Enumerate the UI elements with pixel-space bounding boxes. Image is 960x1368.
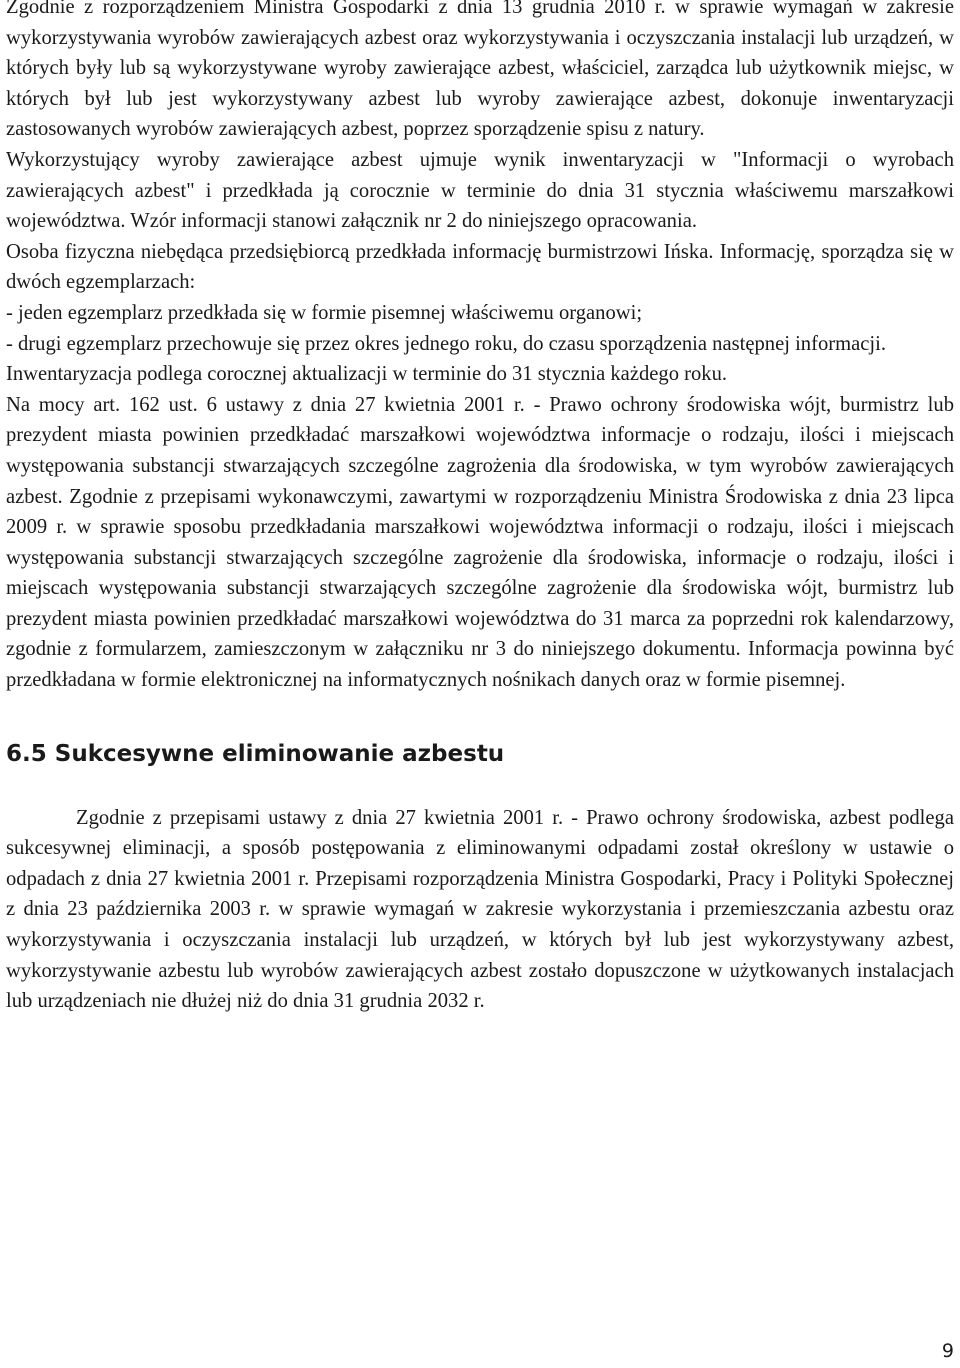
document-page	[6, 0, 954, 1017]
paragraph-regulation-inventory: Zgodnie z rozporządzeniem Ministra Gospodarki z dnia 13 grudnia 2010 r. w sprawie wymagań w zakresie wykorzystywania wyrobów zawierających azbest oraz wykorzystywania i oczyszczania instalacji lub urządzeń, w których były lub są wykorzystywane wyroby zawierające azbest, właściciel, zarządca lub użytkownik miejsc, w których był lub jest wykorzystywany azbest lub wyroby zawierające azbest, dokonuje inwentaryzacji zastosowanych wyrobów zawierających azbest, poprzez sporządzenie spisu z natury.	[6, 0, 954, 141]
paragraph-annual-update: Inwentaryzacja podlega corocznej aktualizacji w terminie do 31 stycznia każdego roku.	[6, 363, 728, 386]
section-heading: 6.5 Sukcesywne eliminowanie azbestu	[6, 740, 505, 767]
paragraph-mayor-obligation: Na mocy art. 162 ust. 6 ustawy z dnia 27 kwietnia 2001 r. - Prawo ochrony środowiska wójt, burmistrz lub prezydent miasta powinien przedkładać marszałkowi województwa informacje o rodzaju, ilości i miejscach występowania substancji stwarzających szczególne zagrożenia dla środowiska, w tym wyrobów zawierających azbest. Zgodnie z przepisami wykonawczymi, zawartymi w rozporządzeniu Ministra Środowiska z dnia 23 lipca 2009 r. w sprawie sposobu przedkładania marszałkowi województwa informacji o rodzaju, ilości i miejscach występowania substancji stwarzających szczególne zagrożenie dla środowiska, informacje o rodzaju, ilości i miejscach występowania substancji stwarzających szczególne zagrożenie dla środowiska wójt, burmistrz lub prezydent miasta powinien przedkładać marszałkowi województwa do 31 marca za poprzedni rok kalendarzowy, zgodnie z formularzem, zamieszczonym w załączniku nr 3 do niniejszego dokumentu. Informacja powinna być przedkładana w formie elektronicznej na informatycznych nośnikach danych oraz w formie pisemnej.	[6, 393, 954, 692]
page-number: 9	[941, 1340, 954, 1362]
list-item-first-copy: - jeden egzemplarz przedkłada się w formie pisemnej właściwemu organowi;	[6, 301, 643, 324]
paragraph-information-submission: Wykorzystujący wyroby zawierające azbest ujmuje wynik inwentaryzacji w "Informacji o wyrobach zawierających azbest" i przedkłada ją corocznie w terminie do dnia 31 stycznia właściwemu marszałkowi województwa. Wzór informacji stanowi załącznik nr 2 do niniejszego opracowania.	[6, 148, 954, 233]
list-item-second-copy: - drugi egzemplarz przechowuje się przez okres jednego roku, do czasu sporządzenia następnej informacji.	[6, 332, 887, 355]
paragraph-natural-person: Osoba fizyczna niebędąca przedsiębiorcą przedkłada informację burmistrzowi Ińska. Informację, sporządza się w dwóch egzemplarzach:	[6, 240, 954, 294]
paragraph-elimination: Zgodnie z przepisami ustawy z dnia 27 kwietnia 2001 r. - Prawo ochrony środowiska, azbest podlega sukcesywnej eliminacji, a sposób postępowania z eliminowanymi odpadami został określony w ustawie o odpadach z dnia 27 kwietnia 2001 r. Przepisami rozporządzenia Ministra Gospodarki, Pracy i Polityki Społecznej z dnia 23 października 2003 r. w sprawie wymagań w zakresie wykorzystania i przemieszczania azbestu oraz wykorzystywania i oczyszczania instalacji lub urządzeń, w których był lub jest wykorzystywany azbest, wykorzystywanie azbestu lub wyrobów zawierających azbest zostało dopuszczone w użytkowanych instalacjach lub urządzeniach nie dłużej niż do dnia 31 grudnia 2032 r.	[6, 806, 954, 1013]
